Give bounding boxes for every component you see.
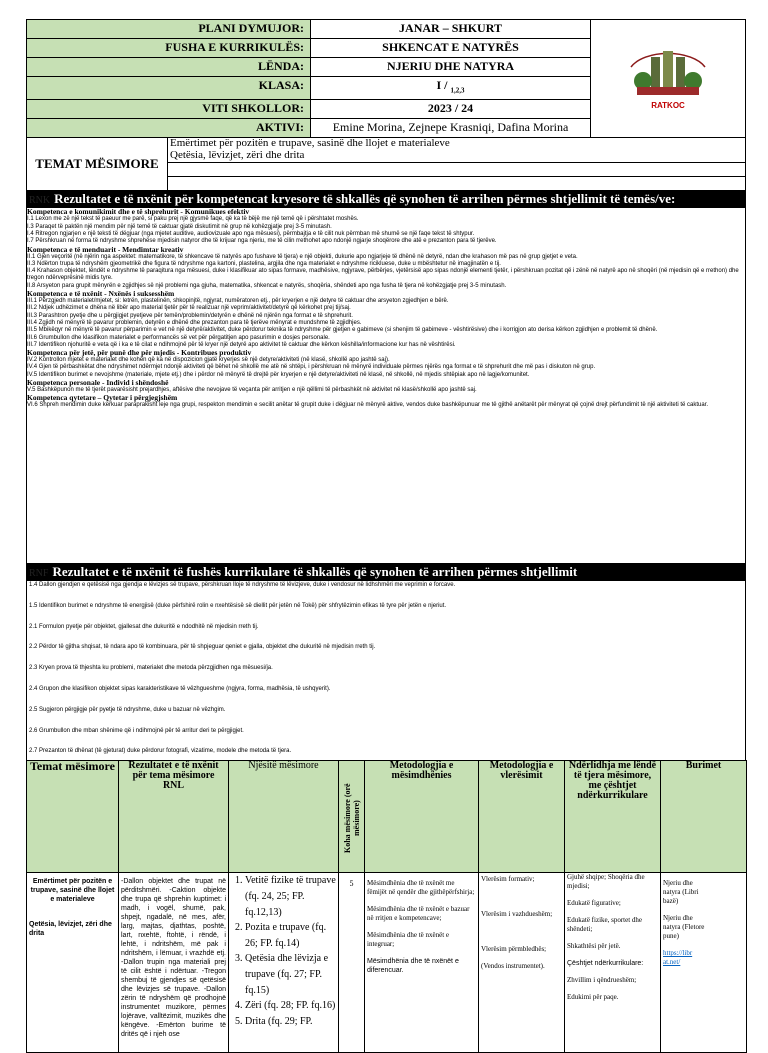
assessment-item: Vlerësim i vazhdueshëm; bbox=[481, 910, 553, 919]
header-label: PLANI DYMUJOR: bbox=[27, 20, 311, 39]
header-value: Emine Morina, Zejnepe Krasniqi, Dafina Morina bbox=[311, 119, 591, 138]
header-label: AKTIVI: bbox=[27, 119, 311, 138]
header-label: FUSHA E KURRIKULËS: bbox=[27, 39, 311, 58]
competency-item: II.1 Gjen veçoritë (në njërin nga aspektet: matematikore, të shkencave të natyrës apo fushave të tjera) e një objekti, dukurie apo ngjarjeje të dhënë në detyrë, ndan dhe krahason më pas në grup gjetjet e veta. bbox=[27, 253, 578, 260]
competency-item: IV.2 Kontrollon mjetet e materialet dhe kohën që ka në dispozicion gjatë kryerjes së një detyre/aktiviteti (në klasë, shkollë apo jashtë saj). bbox=[27, 357, 390, 364]
competency-item: VI.6 Shpreh mendimin duke kërkuar paraprakisht leje nga grupi, respekton mendimin e secilit anëtar të grupit duke i dëgjuar në mënyrë aktive, vendos duke bashkëpunuar me të gjithë anëtarët për mënyrat që çojnë drejt përfundimit të një aktiviteti të caktuar. bbox=[27, 402, 709, 409]
field-results-section bbox=[26, 563, 746, 1053]
col-header-teaching: Metodologjia e mësimdhënies bbox=[365, 761, 479, 873]
topic-name: Qetësia, lëvizjet, zëri dhe drita bbox=[29, 921, 112, 938]
teaching-item: Mësimdhënia dhe të nxënët e diferencuar. bbox=[367, 958, 459, 975]
competency-heading: Kompetenca personale - Individ i shëndoshë bbox=[27, 378, 169, 388]
competency-item: II.8 Arsyeton para grupit mënyrën e zgjidhjes së një problemi nga gjuha, matematika, shkencat e natyrës, shoqëria, shëndeti apo nga fusha të tjera në kohëzgjatje prej 3-5 minutash. bbox=[27, 282, 507, 289]
link-item: Zhvillim i qëndrueshëm; bbox=[567, 976, 637, 985]
teaching-item: Mësimdhënia dhe të nxënët me fëmijët në qendër dhe gjithëpërfshirja; bbox=[367, 879, 475, 897]
teaching-item: Mësimdhënia dhe të nxënët e integruar; bbox=[367, 931, 450, 949]
topics-label: TEMAT MËSIMORE bbox=[27, 138, 168, 191]
competency-item: III.3 Parashtron pyetje dhe u përgjigjet pyetjeve për temën/problemin/detyrën e dhënë në njërën nga format e të shprehurit. bbox=[27, 312, 353, 319]
topic-empty-row bbox=[168, 163, 746, 177]
competencies-box bbox=[26, 190, 746, 567]
col-header-topics: Temat mësimore bbox=[27, 761, 119, 873]
header-label: LËNDA: bbox=[27, 58, 311, 77]
field-results-banner bbox=[27, 564, 745, 581]
competency-heading: Kompetenca për jetë, për punë dhe për mjedis - Kontribues produktiv bbox=[27, 348, 252, 358]
competency-item: IV.5 Identifikon burimet e nevojshme (materiale, mjete etj.) dhe i përdor në mënyrë të drejtë për kryerjen e një detyre/aktiviteti në klasë, në shkollë, në mjedis shtëpiak apo në lagje/komunitet. bbox=[27, 371, 530, 378]
header-value: NJERIU DHE NATYRA bbox=[311, 58, 591, 77]
class-sub: 1,2,3 bbox=[450, 86, 465, 95]
col-header-links: Ndërlidhja me lëndë të tjera mësimore, me çështjet ndërkurrikulare bbox=[565, 761, 661, 873]
resource-link[interactable]: https://libr at.net/ bbox=[663, 949, 693, 967]
competency-item: IV.4 Gjen të përbashkëtat dhe ndryshimet ndërmjet ndonjë aktiviteti që bëhet në shkollë me atë në shtëpi, i përshkruan në mënyrë individuale përmes njërës nga format e të shprehurit dhe më pas i diskuton në grup. bbox=[27, 364, 596, 371]
competency-item: III.5 Mbikëqyr në mënyrë të pavarur përparimin e vet në një detyrë/aktivitet, duke përdorur teknika të ndryshme për gjetjen e gabimeve (si shenjim të gabimeve - vështirësive) dhe i korrigjon ato derisa kërkon zgjidhjen e problemit të dhënë. bbox=[27, 327, 658, 334]
col-header-results: Rezultatet e të nxënit për tema mësimore RNL bbox=[119, 761, 229, 873]
field-result-item: 2.4 Grupon dhe klasifikon objektet sipas karakteristikave të vëzhgueshme (ngjyra, forma, madhësia, të ushqyerit). bbox=[29, 685, 331, 692]
field-results-title: Rezultatet e të nxënit të fushës kurrikulare të shkallës që synohen të arrihen përmes shtjellimit bbox=[52, 564, 578, 579]
competency-item: I.7 Përshkruan në forma të ndryshme shprehëse mjedisin natyror dhe të krijuar nga njeriu, me të cilin rrethohet apo ndonjë ngjarje shoqërore dhe atë e prezanton para të tjerëve. bbox=[27, 238, 497, 245]
link-item: Gjuhë shqipe; Shoqëria dhe mjedisi; bbox=[567, 873, 645, 891]
topic-item: Qetësia, lëvizjet, zëri dhe drita bbox=[168, 150, 746, 162]
competency-item: I.4 Ritregon ngjarjen e një teksti të dëgjuar (nga mjetet auditive, audiovizuale apo nga mësuesi), përmbajtja e të cilit nuk përmban më shumë se një faqe tekst të shtypur. bbox=[27, 230, 475, 237]
cell-results: -Dallon objektet dhe trupat në përditshmëri. -Caktion objekte dhe trupa që shprehin kuptimet: i madh, i vogël, shumë, pak, shpejt, ngadalë, në mes, afër, larg, majtas, djathtas, poshtë, lart, nxehtë, ftohtë, i rëndë, i lehtë, i ndritshëm, më pak i ndritshëm, i lëmuar, i vrazhdë etj. -Dallon trupin nga materiali prej të cilit është i ndërtuar. -Tregon shembuj të gjendjes së qetësisë dhe lëvizjes së trupave. -Dallon zërin të ndryshëm që prodhojnë instrumentet muzikore, përmes lojërave, valltëzimit, muzikës dhe këngëve. -Emërton burime të dritës që i njeh ose bbox=[119, 873, 229, 1053]
competency-item: III.7 Identifikon njohuritë e veta që i ka e të cilat e ndihmojnë për të kryer një detyrë apo aktivitet të caktuar dhe kërkon këshilla/informacione kur has në vështirësi. bbox=[27, 341, 456, 348]
header-value: 2023 / 24 bbox=[311, 100, 591, 119]
assessment-item: Vlerësim përmbledhës; bbox=[481, 945, 547, 954]
link-item: Çështjet ndërkurrikulare: bbox=[567, 960, 644, 968]
cell-teaching bbox=[365, 873, 479, 1053]
unit-item: 3. Qetësia dhe lëvizja e trupave (fq. 27; FP. fq.15) bbox=[245, 951, 336, 998]
col-header-resources: Burimet bbox=[661, 761, 747, 873]
topic-empty-row bbox=[168, 177, 746, 191]
competency-item: III.4 Zgjidh në mënyrë të pavarur problemin, detyrën e dhënë dhe prezanton para të tjerëve mënyrat e mundshme të zgjidhjes. bbox=[27, 319, 362, 326]
header-label: VITI SHKOLLOR: bbox=[27, 100, 311, 119]
plan-table bbox=[26, 760, 747, 1053]
competencies-title: Rezultatet e të nxënit për kompetencat kryesore të shkallës që synohen të arrihen përmes shtjellimit të temës/ve: bbox=[54, 191, 676, 207]
units-list bbox=[231, 873, 336, 1029]
competency-list bbox=[27, 208, 745, 566]
topic-item: Emërtimet për pozitën e trupave, sasinë dhe llojet e materialeve bbox=[168, 138, 746, 150]
competency-item: I.1 Lexon me zë një tekst të paeuur me parë, si paku prej një gjysmë faqe, që ka të bëjë me një temë që i përshtatet moshës. bbox=[27, 216, 359, 223]
competency-item: II.3 Ndërton trupa të ndryshëm gjeometrikë dhe figura të ndryshme nga kartoni, plastelina, argjila dhe nga materialet e ndryshme ricikluese, duke u mbështetur në imagjinatën e tij. bbox=[27, 260, 501, 267]
rnf-prefix: RNF bbox=[29, 568, 49, 579]
topics-table bbox=[26, 137, 746, 191]
col-header-hours bbox=[339, 761, 365, 873]
assessment-item: Vlerësim formativ; bbox=[481, 875, 535, 884]
link-item: Edukimi për paqe. bbox=[567, 993, 619, 1002]
link-item: Edukatë figurative; bbox=[567, 899, 621, 908]
col-header-units: Njësitë mësimore bbox=[229, 761, 339, 873]
field-result-item: 2.6 Grumbullon dhe mban shënime që i ndihmojnë për të arritur deri te përgjigjet. bbox=[29, 727, 244, 734]
cell-assessment bbox=[479, 873, 565, 1053]
school-logo-icon bbox=[613, 37, 723, 115]
cell-links bbox=[565, 873, 661, 1053]
header-value bbox=[311, 77, 591, 100]
cell-resources bbox=[661, 873, 747, 1053]
unit-item: 5. Drita (fq. 29; FP. bbox=[245, 1014, 336, 1030]
competency-item: I.3 Paraqet të paktën një mendim për një temë të caktuar gjatë diskutimit në grup në kohëzgjatje prej 3-5 minutash. bbox=[27, 223, 332, 230]
competency-heading: Kompetenca qytetare – Qytetar i përgjegjshëm bbox=[27, 393, 178, 403]
unit-item: 4. Zëri (fq. 28; FP. fq.16) bbox=[245, 998, 336, 1014]
header-value: SHKENCAT E NATYRËS bbox=[311, 39, 591, 58]
field-result-item: 1.5 Identifikon burimet e ndryshme të energjisë (duke përfshirë rolin e nxehtësisë së diellit për jetën në Tokë) për shfrytëzimin efikas të tyre për jetën e njeriut. bbox=[29, 602, 447, 609]
assessment-item: (Vendos instrumentet). bbox=[481, 962, 545, 971]
field-results-box bbox=[26, 563, 746, 761]
competency-heading: Kompetenca e të nxënit - Nxënës i suksesshëm bbox=[27, 289, 175, 299]
cell-hours: 5 bbox=[339, 873, 365, 1053]
field-result-item: 2.5 Sugjeron përgjigje për pyetje të ndryshme, duke u bazuar në vëzhgim. bbox=[29, 706, 226, 713]
competency-item: III.6 Grumbullon dhe klasifikon materialet e performancës së vet për përgatitjen apo pasurimin e dosjes personale. bbox=[27, 334, 330, 341]
header-label: KLASA: bbox=[27, 77, 311, 100]
header-value: JANAR – SHKURT bbox=[311, 20, 591, 39]
competency-heading: Kompetenca e të menduarit - Mendimtar kreativ bbox=[27, 244, 184, 254]
competency-heading: Kompetenca e komunikimit dhe e të shprehurit - Komunikues efektiv bbox=[27, 208, 250, 217]
cell-units bbox=[229, 873, 339, 1053]
col-header-hours-text: Koha mësimore (orë mësimore) bbox=[342, 783, 361, 854]
col-header-assessment: Metodologjia e vlerësimit bbox=[479, 761, 565, 873]
field-result-item: 2.3 Kryen prova të thjeshta ku problemi, materialet dhe metoda përzgjidhen nga mësuesi/ja. bbox=[29, 665, 273, 672]
link-item: Shkathtësi për jetë. bbox=[567, 942, 621, 951]
field-result-item: 2.2 Përdor të gjitha shqisat, të ndara apo të kombinuara, për të shpjeguar qeniet e gjalla, objektet dhe dukuritë në mjedisin rreth tij. bbox=[29, 644, 376, 651]
resource-item: Njeriu dhe natyra (Libri bazë) bbox=[663, 879, 699, 906]
field-results-list bbox=[27, 581, 745, 760]
competency-item: III.1 Përzgjedh materialet/mjetet, si: letrën, plastelinën, shkopinjtë, ngjyrat, numëratoren etj., për kryerjen e një detyre të caktuar dhe arsyeton zgjedhjen e bërë. bbox=[27, 298, 449, 305]
resource-item: Njeriu dhe natyra (Fletore pune) bbox=[663, 914, 705, 941]
cell-topics bbox=[27, 873, 119, 1053]
unit-item: 2. Pozita e trupave (fq. 26; FP. fq.14) bbox=[245, 920, 336, 951]
unit-item: 1. Vetitë fizike të trupave (fq. 24, 25; FP. fq.12,13) bbox=[245, 873, 336, 920]
link-item: Edukatë fizike, sportet dhe shëndeti; bbox=[567, 916, 643, 934]
competency-item: V.5 Bashkëpunon me të tjerët pavarësisht prejardhjes, aftësive dhe nevojave të veçanta për arritjen e një qëllimi të përbashkët në aktivitet në klasë/shkollë apo jashtë saj. bbox=[27, 387, 477, 394]
rnk-prefix: RNK bbox=[29, 195, 51, 207]
topic-name: Emërtimet për pozitën e trupave, sasinë dhe llojet e materialeve bbox=[30, 878, 115, 904]
header-table bbox=[26, 19, 746, 138]
field-result-item: 2.1 Formulon pyetje për objektet, gjallesat dhe dukuritë e ndodhitë në mjedisin rreth tij. bbox=[29, 623, 259, 630]
field-result-item: 1.4 Dallon gjendjen e qetësisë nga gjendja e lëvizjes së trupave, përshkruan lloje të ndryshme të lëvizjeve, duke i vendosur në lidhshmëri me veprimin e forcave. bbox=[29, 582, 456, 588]
class-value: I / bbox=[436, 78, 448, 92]
competency-item: III.2 Ndjek udhëzimet e dhëna në libër apo material tjetër për të realizuar një veprim/aktivitet/detyrë që kërkohet prej tij/saj. bbox=[27, 305, 351, 312]
school-logo-cell bbox=[591, 20, 746, 138]
competencies-banner bbox=[27, 191, 745, 208]
plan-header bbox=[26, 19, 746, 567]
field-result-item: 2.7 Prezanton të dhënat (të gjeturat) duke përdorur fotografi, vizatime, modele dhe metoda të tjera. bbox=[29, 748, 292, 755]
logo-text: RATKOC bbox=[651, 101, 685, 111]
competency-item: II.4 Krahason objektet, lëndët e ndryshme të paraqitura nga mësuesi, duke i klasifikuar ato sipas formave, madhësive, ngjyrave, përbërjes, vjetërsisë apo sipas ndonjë elementi tjetër, i përshkruan pozitat që i zënë në natyrë apo në shoqëri (në mjedisin që e rrethon) dhe tregon ndërveprësinë midis tyre. bbox=[27, 268, 739, 282]
teaching-item: Mësimdhënia dhe të nxënët e bazuar në rritjen e kompetencave; bbox=[367, 905, 470, 923]
